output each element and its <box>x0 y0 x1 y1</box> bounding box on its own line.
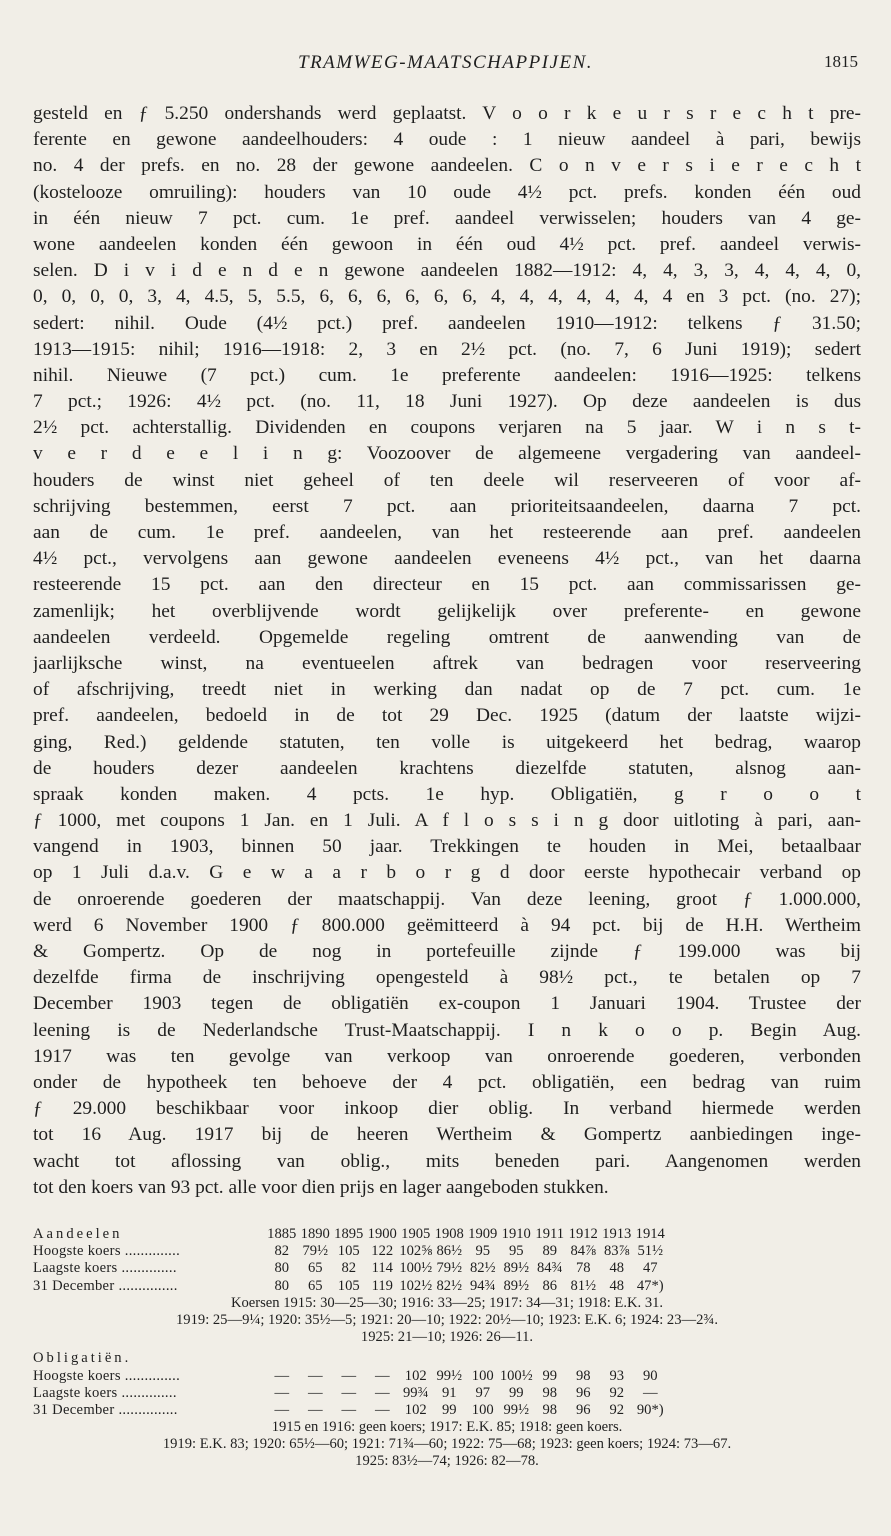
text-line: aan de cum. 1e pref. aandeelen, van het resteerende aan pref. aandeelen <box>33 522 861 543</box>
table-cell: 92 <box>609 1384 625 1401</box>
table-cell: 90*) <box>636 1401 664 1418</box>
table-cell: — <box>341 1384 357 1401</box>
row-label: Hoogste koers .............. <box>33 1367 181 1384</box>
table-row <box>33 1385 861 1402</box>
table-cell: 81½ <box>570 1277 597 1294</box>
text-line: v e r d e e l i n g: Voozoover de algemeene vergadering van aandeel- <box>33 443 861 465</box>
table-row <box>33 1402 861 1419</box>
table-cell: 105 <box>337 1277 360 1294</box>
table-cell: 82½ <box>469 1260 496 1277</box>
text-line: tot den koers van 93 pct. alle voor dien prijs en lager aangeboden stukken. <box>33 1176 609 1198</box>
table-cell: 86½ <box>436 1243 463 1260</box>
table-cell: — <box>374 1401 390 1418</box>
text-line: 7 pct.; 1926: 4½ pct. (no. 11, 18 Juni 1927). Op deze aandeelen is dus <box>33 391 861 413</box>
year-cell: 1913 <box>602 1226 632 1242</box>
aandeelen-note: 1925: 21—10; 1926: 26—11. <box>360 1329 534 1346</box>
page-number: 1815 <box>824 52 858 71</box>
text-line: (kostelooze omruiling): houders van 10 oude 4½ pct. prefs. konden één oud <box>33 181 861 203</box>
table-cell: 65 <box>307 1277 323 1294</box>
table-cell: — <box>307 1367 323 1384</box>
text-line: & Gompertz. Op de nog in portefeuille zijnde ƒ 199.000 was bij <box>33 941 861 962</box>
text-line: de houders dezer aandeelen krachtens diezelfde statuten, alsnog aan- <box>33 757 861 779</box>
aandeelen-note: Koersen 1915: 30—25—30; 1916: 33—25; 1917: 34—31; 1918: E.K. 31. <box>230 1294 664 1311</box>
table-cell: 82½ <box>436 1277 463 1294</box>
table-cell: 48 <box>609 1260 625 1277</box>
year-cell: 1885 <box>267 1226 297 1242</box>
table-cell: 98 <box>575 1367 591 1384</box>
text-line: werd 6 November 1900 ƒ 800.000 geëmitteerd à 94 pct. bij de H.H. Wertheim <box>33 914 861 936</box>
table-cell: 98 <box>542 1384 558 1401</box>
table-cell: 102½ <box>399 1277 433 1294</box>
table-cell: 119 <box>371 1277 393 1294</box>
text-line: tot 16 Aug. 1917 bij de heeren Wertheim & Gompertz aanbiedingen inge- <box>33 1124 861 1146</box>
text-line: ging, Red.) geldende statuten, ten volle is uitgekeerd het bedrag, waarop <box>33 731 861 753</box>
row-label: 31 December ............... <box>33 1401 178 1418</box>
table-cell: 82 <box>341 1260 357 1277</box>
table-cell: 96 <box>575 1384 591 1401</box>
table-cell: 48 <box>609 1277 625 1294</box>
text-line: 1917 was ten gevolge van verkoop van onroerende goederen, verbonden <box>33 1045 861 1067</box>
text-line: 2½ pct. achterstallig. Dividenden en coupons verjaren na 5 jaar. W i n s t- <box>33 417 861 439</box>
obligatien-header-row <box>33 1350 861 1367</box>
table-cell: 80 <box>274 1277 290 1294</box>
row-label: Hoogste koers .............. <box>33 1243 181 1260</box>
text-line: aandeelen verdeeld. Opgemelde regeling omtrent de aanwending van de <box>33 626 861 648</box>
table-cell: 51½ <box>637 1243 664 1260</box>
table-cell: 102⅝ <box>399 1243 433 1260</box>
text-line: nihil. Nieuwe (7 pct.) cum. 1e preferente aandeelen: 1916—1925: telkens <box>33 364 861 386</box>
text-line: December 1903 tegen de obligatiën ex-coupon 1 Januari 1904. Trustee der <box>33 993 861 1015</box>
table-cell: 99½ <box>436 1367 463 1384</box>
table-cell: 89½ <box>503 1277 530 1294</box>
text-line: no. 4 der prefs. en no. 28 der gewone aandeelen. C o n v e r s i e r e c h t <box>33 155 861 177</box>
text-line: sedert: nihil. Oude (4½ pct.) pref. aandeelen 1910—1912: telkens ƒ 31.50; <box>33 312 861 334</box>
text-line: op 1 Juli d.a.v. G e w a a r b o r g d door eerste hypothecair verband op <box>33 862 861 884</box>
row-label: Laagste koers .............. <box>33 1260 177 1277</box>
year-cell: 1911 <box>535 1226 565 1242</box>
text-line: in één nieuw 7 pct. cum. 1e pref. aandeel verwisselen; houders van 4 ge- <box>33 207 861 229</box>
table-cell: — <box>374 1367 390 1384</box>
table-cell: 102 <box>404 1367 427 1384</box>
table-row <box>33 1260 861 1277</box>
running-title: TRAMWEG-MAATSCHAPPIJEN. <box>298 52 593 73</box>
text-line: ƒ 1000, met coupons 1 Jan. en 1 Juli. A f l o s s i n g door uitloting à pari, aan- <box>33 810 861 832</box>
body-text <box>33 101 861 1201</box>
table-cell: 89 <box>542 1243 558 1260</box>
text-line: zamenlijk; het overblijvende wordt gelijkelijk over preferente- en gewone <box>33 600 861 622</box>
table-row <box>33 1243 861 1260</box>
table-cell: 78 <box>575 1260 591 1277</box>
text-line: jaarlijksche winst, na eventueelen aftrek van bedragen voor reserveering <box>33 652 861 674</box>
table-cell: 95 <box>475 1243 491 1260</box>
table-cell: 102 <box>404 1401 427 1418</box>
table-cell: 99 <box>508 1384 524 1401</box>
text-line: ƒ 29.000 beschikbaar voor inkoop dier oblig. In verband hiermede werden <box>33 1098 861 1120</box>
year-cell: 1912 <box>568 1226 598 1242</box>
table-cell: 80 <box>274 1260 290 1277</box>
page-header <box>0 52 891 78</box>
table-cell: — <box>274 1384 290 1401</box>
table-row <box>33 1278 861 1295</box>
table-cell: — <box>307 1384 323 1401</box>
year-cell: 1905 <box>401 1226 431 1242</box>
year-cell: 1908 <box>434 1226 464 1242</box>
table-cell: 100 <box>471 1367 494 1384</box>
table-cell: 99 <box>542 1367 558 1384</box>
obligatien-rows <box>33 1368 861 1420</box>
obligatien-note: 1919: E.K. 83; 1920: 65½—60; 1921: 71¾—60; 1922: 75—68; 1923: geen koers; 1924: 73—67. <box>162 1436 732 1453</box>
obligatien-note: 1925: 83½—74; 1926: 82—78. <box>355 1453 539 1470</box>
aandeelen-note: 1919: 25—9¼; 1920: 35½—5; 1921: 20—10; 1922: 20½—10; 1923: E.K. 6; 1924: 23—2¾. <box>176 1311 718 1328</box>
table-cell: 99½ <box>503 1401 530 1418</box>
text-line: pref. aandeelen, bedoeld in de tot 29 Dec. 1925 (datum der laatste wijzi- <box>33 705 861 727</box>
year-cell: 1914 <box>635 1226 665 1242</box>
obligatien-title: Obligatiën. <box>33 1350 132 1367</box>
text-line: 1913—1915: nihil; 1916—1918: 2, 3 en 2½ pct. (no. 7, 6 Juni 1919); sedert <box>33 338 861 360</box>
table-cell: — <box>307 1401 323 1418</box>
text-line: leening is de Nederlandsche Trust-Maatschappij. I n k o o p. Begin Aug. <box>33 1019 861 1041</box>
row-label: 31 December ............... <box>33 1277 178 1294</box>
table-cell: 83⅞ <box>603 1243 630 1260</box>
table-cell: 89½ <box>503 1260 530 1277</box>
table-cell: 82 <box>274 1243 290 1260</box>
table-cell: 79½ <box>302 1243 329 1260</box>
price-tables <box>33 1226 861 1471</box>
table-cell: 114 <box>371 1260 393 1277</box>
table-cell: — <box>642 1384 658 1401</box>
text-line: dezelfde firma de inschrijving opengesteld à 98½ pct., te betalen op 7 <box>33 967 861 989</box>
aandeelen-header-row <box>33 1226 861 1243</box>
table-cell: 93 <box>609 1367 625 1384</box>
table-cell: 99¾ <box>402 1384 429 1401</box>
table-cell: 65 <box>307 1260 323 1277</box>
obligatien-note: 1915 en 1916: geen koers; 1917: E.K. 85; 1918: geen koers. <box>271 1419 623 1436</box>
table-cell: 86 <box>542 1277 558 1294</box>
text-line: of afschrijving, treedt niet in werking dan nadat op de 7 pct. cum. 1e <box>33 679 861 701</box>
text-line: wone aandeelen konden één gewoon in één oud 4½ pct. pref. aandeel verwis- <box>33 233 861 255</box>
text-line: selen. D i v i d e n d e n gewone aandeelen 1882—1912: 4, 4, 3, 3, 4, 4, 4, 0, <box>33 260 861 282</box>
table-row <box>33 1368 861 1385</box>
text-line: gesteld en ƒ 5.250 ondershands werd geplaatst. V o o r k e u r s r e c h t pre- <box>33 103 861 124</box>
table-cell: 122 <box>371 1243 394 1260</box>
table-cell: 96 <box>575 1401 591 1418</box>
text-line: wacht tot aflossing van oblig., mits beneden pari. Aangenomen werden <box>33 1150 861 1172</box>
text-line: houders de winst niet geheel of ten deele wil reserveeren of voor af- <box>33 469 861 491</box>
text-line: vangend in 1903, binnen 50 jaar. Trekkingen te houden in Mei, betaalbaar <box>33 836 861 858</box>
table-cell: — <box>341 1401 357 1418</box>
table-cell: 100 <box>471 1401 494 1418</box>
text-line: resteerende 15 pct. aan den directeur en 15 pct. aan commissarissen ge- <box>33 574 861 596</box>
table-cell: — <box>274 1367 290 1384</box>
table-cell: 92 <box>609 1401 625 1418</box>
table-cell: 91 <box>441 1384 457 1401</box>
table-cell: 84⅞ <box>570 1243 597 1260</box>
text-line: 0, 0, 0, 0, 3, 4, 4.5, 5, 5.5, 6, 6, 6, 6, 6, 6, 4, 4, 4, 4, 4, 4, 4 en 3 pct. (no. 27); <box>33 286 861 308</box>
text-line: onder de hypotheek ten behoeve der 4 pct. obligatiën, een bedrag van ruim <box>33 1071 861 1093</box>
year-cell: 1890 <box>300 1226 330 1242</box>
aandeelen-rows <box>33 1243 861 1295</box>
table-cell: 99 <box>441 1401 457 1418</box>
table-cell: 97 <box>475 1384 491 1401</box>
year-cell: 1909 <box>468 1226 498 1242</box>
table-cell: 94¾ <box>469 1277 496 1294</box>
table-cell: 100½ <box>499 1367 533 1384</box>
table-cell: 98 <box>542 1401 558 1418</box>
text-line: schrijving bestemmen, eerst 7 pct. aan prioriteitsaandeelen, daarna 7 pct. <box>33 495 861 517</box>
table-cell: — <box>274 1401 290 1418</box>
aandeelen-title: Aandeelen <box>33 1226 123 1242</box>
text-line: ferente en gewone aandeelhouders: 4 oude : 1 nieuw aandeel à pari, bewijs <box>33 129 861 151</box>
table-cell: 79½ <box>436 1260 463 1277</box>
table-cell: 105 <box>337 1243 360 1260</box>
row-label: Laagste koers .............. <box>33 1384 177 1401</box>
table-cell: 47*) <box>636 1277 664 1294</box>
table-cell: 95 <box>508 1243 524 1260</box>
table-cell: — <box>374 1384 390 1401</box>
table-cell: 90 <box>642 1367 658 1384</box>
year-cell: 1910 <box>501 1226 531 1242</box>
year-cell: 1900 <box>367 1226 397 1242</box>
table-cell: — <box>341 1367 357 1384</box>
table-cell: 47 <box>642 1260 658 1277</box>
text-line: spraak konden maken. 4 pcts. 1e hyp. Obligatiën, g r o o t <box>33 783 861 805</box>
text-line: 4½ pct., vervolgens aan gewone aandeelen eveneens 4½ pct., van het daarna <box>33 548 861 570</box>
table-cell: 84¾ <box>536 1260 563 1277</box>
table-cell: 100½ <box>399 1260 433 1277</box>
text-line: de onroerende goederen der maatschappij. Van deze leening, groot ƒ 1.000.000, <box>33 888 861 910</box>
year-cell: 1895 <box>334 1226 364 1242</box>
